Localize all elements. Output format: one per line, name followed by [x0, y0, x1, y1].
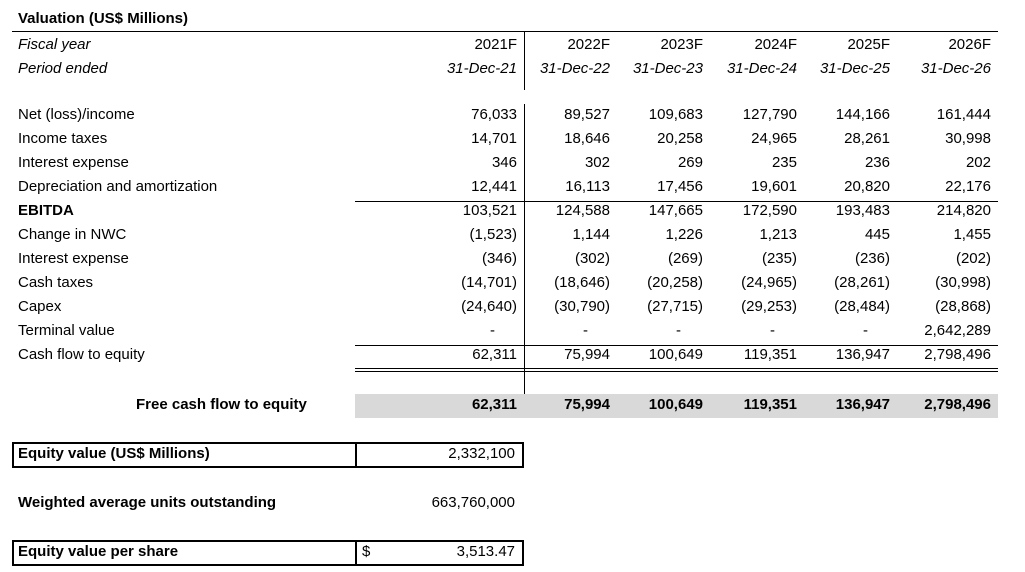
row-value: 16,113	[565, 178, 610, 195]
row-value: 119,351	[743, 346, 797, 363]
year-header: 2022F	[567, 36, 610, 53]
row-value: (1,523)	[469, 226, 517, 243]
row-value: (28,868)	[935, 298, 991, 315]
row-label: Depreciation and amortization	[18, 178, 218, 195]
row-value: (29,253)	[741, 298, 797, 315]
row-value: 147,665	[648, 202, 703, 219]
row-value: 2,798,496	[924, 346, 991, 363]
per-share-label: Equity value per share	[18, 543, 179, 560]
row-value: (28,484)	[834, 298, 890, 315]
row-value: (20,258)	[647, 274, 703, 291]
row-value: -	[490, 322, 495, 339]
row-value: 14,701	[471, 130, 517, 147]
row-value: 109,683	[648, 106, 703, 123]
row-value: 124,588	[555, 202, 610, 219]
row-value: (30,790)	[554, 298, 610, 315]
cfe-bottomline	[355, 368, 998, 369]
title-underline	[12, 31, 998, 32]
row-label: Cash flow to equity	[18, 346, 145, 363]
page-title: Valuation (US$ Millions)	[18, 10, 189, 27]
row-label: Terminal value	[18, 322, 115, 339]
row-label: Interest expense	[18, 154, 129, 171]
row-value: (14,701)	[461, 274, 517, 291]
cfe-topline	[355, 345, 998, 346]
row-value: 103,521	[462, 202, 517, 219]
fcfe-label: Free cash flow to equity	[136, 396, 307, 413]
row-value: 346	[491, 154, 517, 171]
row-value: 193,483	[835, 202, 890, 219]
fcfe-value: 75,994	[564, 396, 610, 413]
row-value: 269	[677, 154, 703, 171]
per-share-value: 3,513.47	[456, 543, 515, 560]
row-value: 235	[771, 154, 797, 171]
period-header: 31-Dec-21	[446, 60, 517, 77]
row-value: 136,947	[835, 346, 890, 363]
ebitda-topline	[355, 201, 998, 202]
fcfe-value: 100,649	[648, 396, 703, 413]
equity-value-label: Equity value (US$ Millions)	[18, 445, 210, 462]
row-value: 76,033	[471, 106, 517, 123]
row-value: -	[583, 322, 588, 339]
currency-symbol: $	[362, 543, 371, 560]
row-value: 2,642,289	[924, 322, 991, 339]
row-value: 172,590	[742, 202, 797, 219]
row-value: 127,790	[742, 106, 797, 123]
row-value: 236	[864, 154, 890, 171]
row-label: Interest expense	[18, 250, 129, 267]
row-value: 445	[864, 226, 890, 243]
year-header: 2025F	[847, 36, 890, 53]
row-value: 30,998	[945, 130, 991, 147]
row-value: 22,176	[945, 178, 991, 195]
row-value: 161,444	[936, 106, 991, 123]
row-value: (269)	[667, 250, 703, 267]
period-header: 31-Dec-26	[920, 60, 991, 77]
row-value: 1,226	[665, 226, 703, 243]
period-header: 31-Dec-23	[632, 60, 703, 77]
row-value: 28,261	[844, 130, 890, 147]
row-value: (235)	[761, 250, 797, 267]
row-value: 20,820	[844, 178, 890, 195]
col-divider	[524, 32, 525, 90]
row-label: Net (loss)/income	[18, 106, 135, 123]
fcfe-value: 119,351	[743, 396, 797, 413]
row-value: 18,646	[564, 130, 610, 147]
year-header: 2021F	[474, 36, 517, 53]
fcfe-value: 136,947	[835, 396, 890, 413]
equity-box-divider	[355, 443, 357, 467]
row-value: 24,965	[751, 130, 797, 147]
units-label: Weighted average units outstanding	[18, 494, 277, 511]
row-label: Capex	[18, 298, 62, 315]
col-divider	[524, 104, 525, 370]
year-header: 2024F	[754, 36, 797, 53]
row-value: -	[770, 322, 775, 339]
row-value: (27,715)	[647, 298, 703, 315]
row-value: (30,998)	[935, 274, 991, 291]
col-divider	[524, 370, 525, 394]
year-header: 2026F	[948, 36, 991, 53]
row-value: (24,965)	[741, 274, 797, 291]
period-header: 31-Dec-25	[819, 60, 890, 77]
row-label: Change in NWC	[18, 226, 127, 243]
row-value: (24,640)	[461, 298, 517, 315]
period-header: 31-Dec-24	[726, 60, 797, 77]
row-value: (18,646)	[554, 274, 610, 291]
row-value: 302	[584, 154, 610, 171]
fcfe-value: 2,798,496	[924, 396, 991, 413]
row-value: 1,213	[759, 226, 797, 243]
row-value: 17,456	[657, 178, 703, 195]
row-value: 144,166	[835, 106, 890, 123]
year-header: 2023F	[660, 36, 703, 53]
row-value: 1,455	[953, 226, 991, 243]
row-value: 19,601	[751, 178, 797, 195]
fiscal-year-label: Fiscal year	[18, 36, 91, 53]
period-label: Period ended	[18, 60, 108, 77]
row-value: (202)	[955, 250, 991, 267]
row-value: 89,527	[564, 106, 610, 123]
cfe-bottomline2	[355, 371, 998, 372]
per-share-divider	[355, 541, 357, 565]
units-value: 663,760,000	[431, 494, 515, 511]
row-value: 20,258	[657, 130, 703, 147]
row-value: (236)	[854, 250, 890, 267]
row-label: Cash taxes	[18, 274, 94, 291]
row-value: 75,994	[564, 346, 610, 363]
row-label: Income taxes	[18, 130, 108, 147]
row-value: -	[676, 322, 681, 339]
row-label: EBITDA	[18, 202, 74, 219]
row-value: 12,441	[471, 178, 517, 195]
row-value: 100,649	[648, 346, 703, 363]
row-value: 62,311	[472, 346, 517, 363]
equity-value: 2,332,100	[448, 445, 515, 462]
row-value: (302)	[574, 250, 610, 267]
row-value: -	[863, 322, 868, 339]
row-value: 1,144	[572, 226, 610, 243]
fcfe-value: 62,311	[471, 396, 517, 413]
row-value: 214,820	[936, 202, 991, 219]
row-value: (346)	[481, 250, 517, 267]
row-value: (28,261)	[834, 274, 890, 291]
row-value: 202	[965, 154, 991, 171]
period-header: 31-Dec-22	[539, 60, 610, 77]
